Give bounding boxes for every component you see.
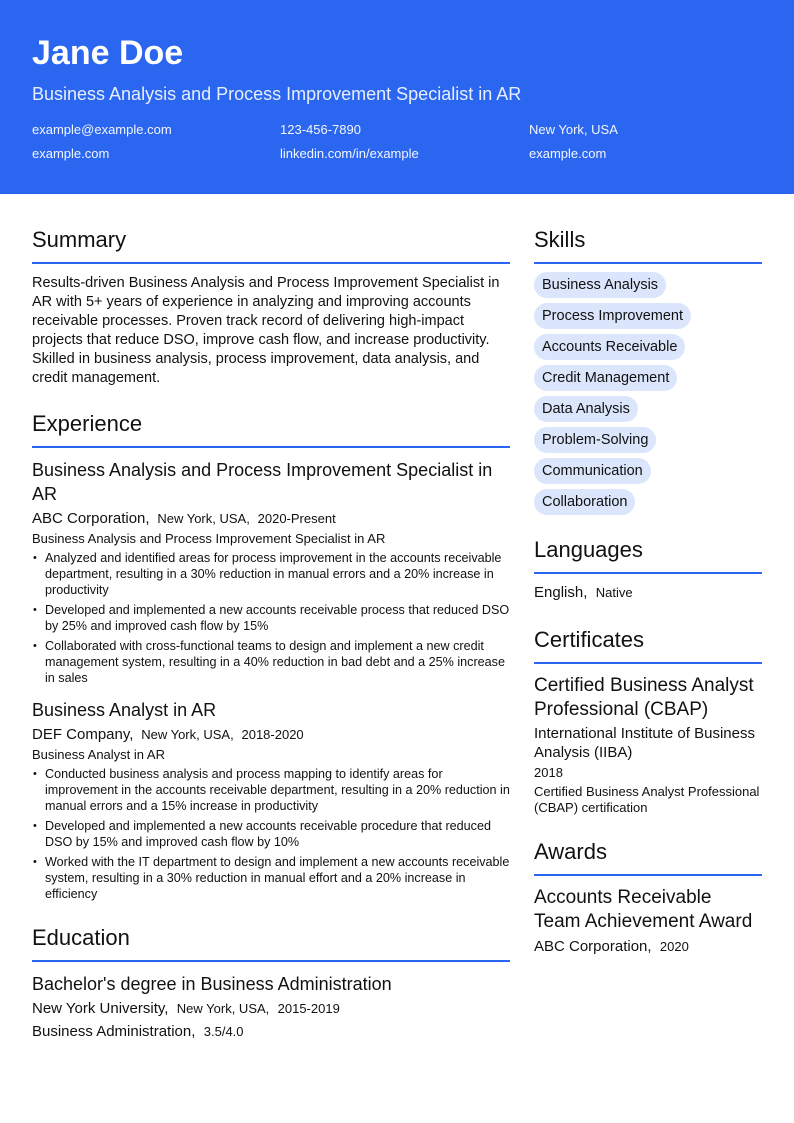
resume-header <box>0 0 794 194</box>
section-heading: Skills <box>534 224 762 264</box>
section-heading: Awards <box>534 836 762 876</box>
skills-list <box>534 272 762 520</box>
certificate-name: Certified Business Analyst Professional (CBAP) <box>534 675 754 720</box>
certificates-section <box>534 624 762 816</box>
summary-text: Results-driven Business Analysis and Process Improvement Specialist in AR with 5+ years of experience in analyzing and improving accounts receivable processes. Proven track record of delivering high-impact projects that reduce DSO, improve cash flow, and increase productivity. Skilled in business analysis, process improvement, data analysis, and credit management. <box>32 275 500 386</box>
award-meta <box>534 936 762 957</box>
bullet-item: • Analyzed and identified areas for process improvement in the accounts receivable department, resulting in a 30% reduction in manual errors and a 20% increase in productivity <box>32 550 510 598</box>
job-bullets <box>32 766 510 902</box>
job-meta <box>32 724 510 745</box>
skill-pill: Business Analysis <box>534 272 666 298</box>
education-dates: 2015-2019 <box>277 1001 340 1016</box>
skill-pill: Process Improvement <box>534 303 691 329</box>
website-link[interactable]: example.com <box>32 146 110 161</box>
certificate-description: Certified Business Analyst Professional (CBAP) certification <box>534 784 760 815</box>
bullet-item: • Collaborated with cross-functional teams to design and implement a new credit management system, resulting in a 40% reduction in bad debt and a 25% increase in sales <box>32 638 510 686</box>
candidate-name: Jane Doe <box>32 34 184 72</box>
bullet-item: • Developed and implemented a new accounts receivable process that reduced DSO by 25% and improved cash flow by 15% <box>32 602 510 634</box>
award-issuer: ABC Corporation, <box>534 938 652 955</box>
website-link-2[interactable]: example.com <box>529 146 607 161</box>
skill-pill: Communication <box>534 458 651 484</box>
job-subtitle: Business Analysis and Process Improvement Specialist in AR <box>32 531 386 546</box>
summary-section <box>32 224 510 388</box>
education-field-line <box>32 1021 510 1042</box>
location-text: New York, USA <box>529 122 618 137</box>
language-line <box>534 582 762 604</box>
job-location: New York, USA, <box>157 511 250 526</box>
job-company: ABC Corporation, <box>32 510 150 527</box>
linkedin-link[interactable]: linkedin.com/in/example <box>280 146 419 161</box>
skill-pill: Data Analysis <box>534 396 638 422</box>
job-dates: 2020-Present <box>257 511 336 526</box>
skill-pill: Problem-Solving <box>534 427 656 453</box>
job-subtitle: Business Analyst in AR <box>32 747 165 762</box>
education-location: New York, USA, <box>176 1001 270 1016</box>
education-section <box>32 922 510 1042</box>
certificate-year: 2018 <box>534 765 563 780</box>
skill-pill: Accounts Receivable <box>534 334 685 360</box>
award-name: Accounts Receivable Team Achievement Award <box>534 887 753 932</box>
side-column <box>534 224 762 957</box>
skill-pill: Collaboration <box>534 489 635 515</box>
section-heading: Education <box>32 922 510 962</box>
job-entry <box>32 458 510 686</box>
job-dates: 2018-2020 <box>241 727 304 742</box>
bullet-item: • Developed and implemented a new accounts receivable procedure that reduced DSO by 15% and improved cash flow by 10% <box>32 818 510 850</box>
job-title: Business Analyst in AR <box>32 700 217 720</box>
award-year: 2020 <box>659 939 689 954</box>
job-bullets <box>32 550 510 686</box>
education-school: New York University, <box>32 1000 169 1017</box>
candidate-title: Business Analysis and Process Improvement Specialist in AR <box>32 84 522 104</box>
education-field: Business Administration, <box>32 1023 196 1040</box>
language-level: Native <box>595 585 633 600</box>
section-heading: Certificates <box>534 624 762 664</box>
experience-section <box>32 408 510 902</box>
email-link[interactable]: example@example.com <box>32 122 172 137</box>
job-company: DEF Company, <box>32 726 134 743</box>
job-location: New York, USA, <box>141 727 234 742</box>
skills-section <box>534 224 762 520</box>
bullet-item: • Conducted business analysis and process mapping to identify areas for improvement in the accounts receivable department, resulting in a 20% reduction in manual errors and a 15% increase in productivity <box>32 766 510 814</box>
awards-section <box>534 836 762 957</box>
phone-text: 123-456-7890 <box>280 122 361 137</box>
education-gpa: 3.5/4.0 <box>203 1024 244 1039</box>
certificate-issuer: International Institute of Business Analysis (IIBA) <box>534 725 755 761</box>
job-meta <box>32 508 510 529</box>
main-column <box>32 224 510 1042</box>
languages-section <box>534 534 762 604</box>
bullet-item: • Worked with the IT department to design and implement a new accounts receivable system, resulting in a 30% reduction in manual effort and a 20% increase in efficiency <box>32 854 510 902</box>
education-school-line <box>32 998 510 1019</box>
section-heading: Summary <box>32 224 510 264</box>
job-entry <box>32 698 510 902</box>
education-degree: Bachelor's degree in Business Administration <box>32 974 392 994</box>
skill-pill: Credit Management <box>534 365 677 391</box>
job-title: Business Analysis and Process Improvement Specialist in AR <box>32 460 493 504</box>
section-heading: Experience <box>32 408 510 448</box>
language-name: English, <box>534 584 588 601</box>
section-heading: Languages <box>534 534 762 574</box>
